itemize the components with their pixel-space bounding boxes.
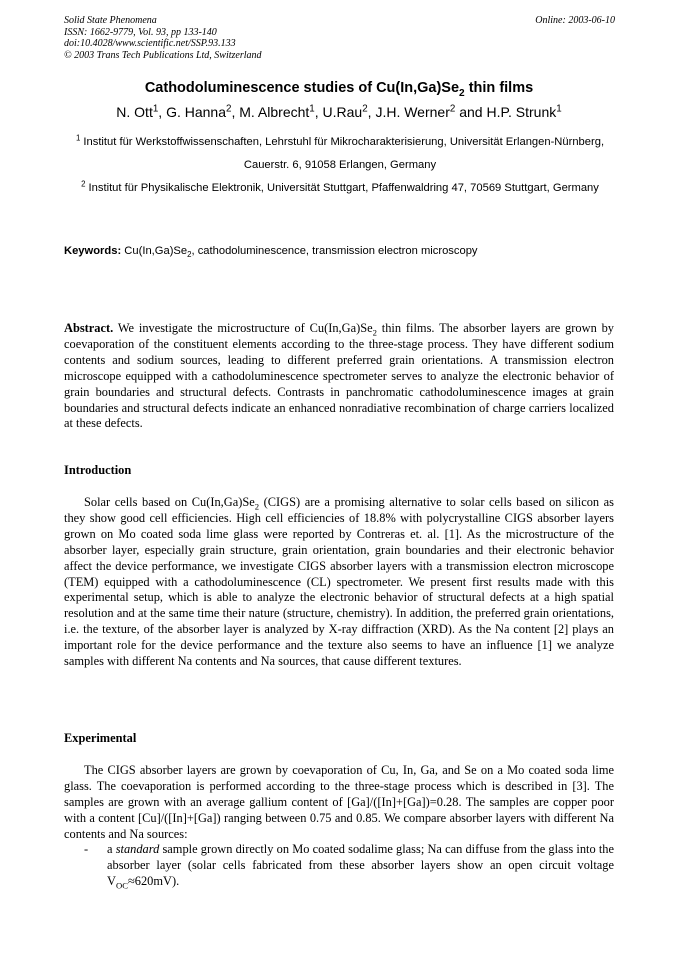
online-date-header xyxy=(535,15,615,27)
journal-doi: doi:10.4028/www.scientific.net/SSP.93.133 xyxy=(64,38,236,50)
list-dash: - xyxy=(84,842,89,856)
affiliation-2: $^2$ Institut für Physikalische Elektronik, Universität Stuttgart, Pfaffenwaldring 47, 70569 Stuttgart, Germany xyxy=(81,179,599,194)
experimental-heading: Experimental xyxy=(64,731,137,745)
paper-title: Cathodoluminescence studies of $Cu(In,Ga)Se_2$ thin films xyxy=(144,80,534,99)
journal-issn: ISSN: 1662-9779, Vol. 93, pp 133-140 xyxy=(64,26,217,38)
list-item-text: a standard sample grown directly on Mo coated sodalime glass; Na can diffuse from the glass into the absorber layer (solar cells fabricated from these absorber layers show an open circuit voltage $V_{OC}\approx 620mV$). xyxy=(107,842,614,891)
online-date: Online: 2003-06-10 xyxy=(535,15,615,26)
author-list xyxy=(0,104,678,120)
journal-name: Solid State Phenomena xyxy=(64,15,157,26)
abstract: Abstract. We investigate the microstructure of $Cu(In,Ga)Se_2$ thin films. The absorber layers are grown by coevaporation of the constituent elements according to the three-stage process. They have different sodium contents and sodium sources, leading to different preferred grain orientations. A transmission electron microscope equipped with a cathodoluminescence spectrometer serves to analyze the electronic behavior of grain boundaries and structural defects. Contrasts in panchromatic cathodoluminescence images at grain boundaries and structural defects indicate an enhanced nonradiative recombination of charge carriers localized at these defects. xyxy=(64,321,615,431)
author: J.H. Werner$^2$ and xyxy=(375,103,487,120)
introduction-heading: Introduction xyxy=(64,463,132,477)
introduction-paragraph: Solar cells based on $Cu(In,Ga)Se_2$ (CIGS) are a promising alternative to solar cells based on silicon as they show good cell efficiencies. High cell efficiencies of 18.8% with polycrystalline CIGS absorber layers grown on Mo coated soda lime glass were reported by Contreras et. al. [1]. As the microstructure of the absorber layer, especially grain structure, grain orientation, grain boundaries and their electronic behavior affect the device performance, we investigate CIGS absorber layers with a transmission electron microscope (TEM) equipped with a cathodoluminescence (CL) spectrometer. We present first results made with this experimental setup, which is able to analyze the electronic behavior of structural defects at a high spatial resolution and at the same time their nature (structure, chemistry). In addition, the preferred grain orientations, i.e. the texture, of the absorber layer is analyzed by X-ray diffraction (XRD). As the Na content [2] plays an important role for the device performance and the texture also seems to have an influence [1] we analyze samples with different Na contents and Na sources, that cause different textures. xyxy=(64,495,614,669)
author: G. Hanna$^2$, xyxy=(166,103,240,120)
abstract-label: Abstract. xyxy=(64,321,114,335)
affiliation-1: $^1$ Institut für Werkstoffwissenschaften, Lehrstuhl für Mikrocharakterisierung, Universität Erlangen-Nürnberg, Cauerstr. 6, 91058 Erlangen, Germany xyxy=(75,133,605,171)
keywords: Keywords: $Cu(In,Ga)Se_2$, cathodoluminescence, transmission electron microscopy xyxy=(64,245,478,260)
author: H.P. Strunk$^1$ xyxy=(486,103,562,120)
experimental-paragraph: The CIGS absorber layers are grown by coevaporation of Cu, In, Ga, and Se on a Mo coated soda lime glass. The coevaporation is performed according to the three-stage process which is described in [3]. The samples are grown with an average gallium content of [Ga]/([In]+[Ga])=0.28. The samples are copper poor with a content [Cu]/([In]+[Ga]) ranging between 0.75 and 0.85. We compare absorber layers with different Na contents and Na sources: xyxy=(64,763,614,841)
author: M. Albrecht$^1$, xyxy=(239,103,323,120)
keywords-label: Keywords: xyxy=(64,245,122,257)
author: N. Ott$^1$, xyxy=(116,103,167,120)
author: U.Rau$^2$, xyxy=(322,103,376,120)
journal-copyright: © 2003 Trans Tech Publications Ltd, Switzerland xyxy=(64,49,262,61)
journal-header xyxy=(64,15,262,61)
list-item xyxy=(84,842,614,890)
